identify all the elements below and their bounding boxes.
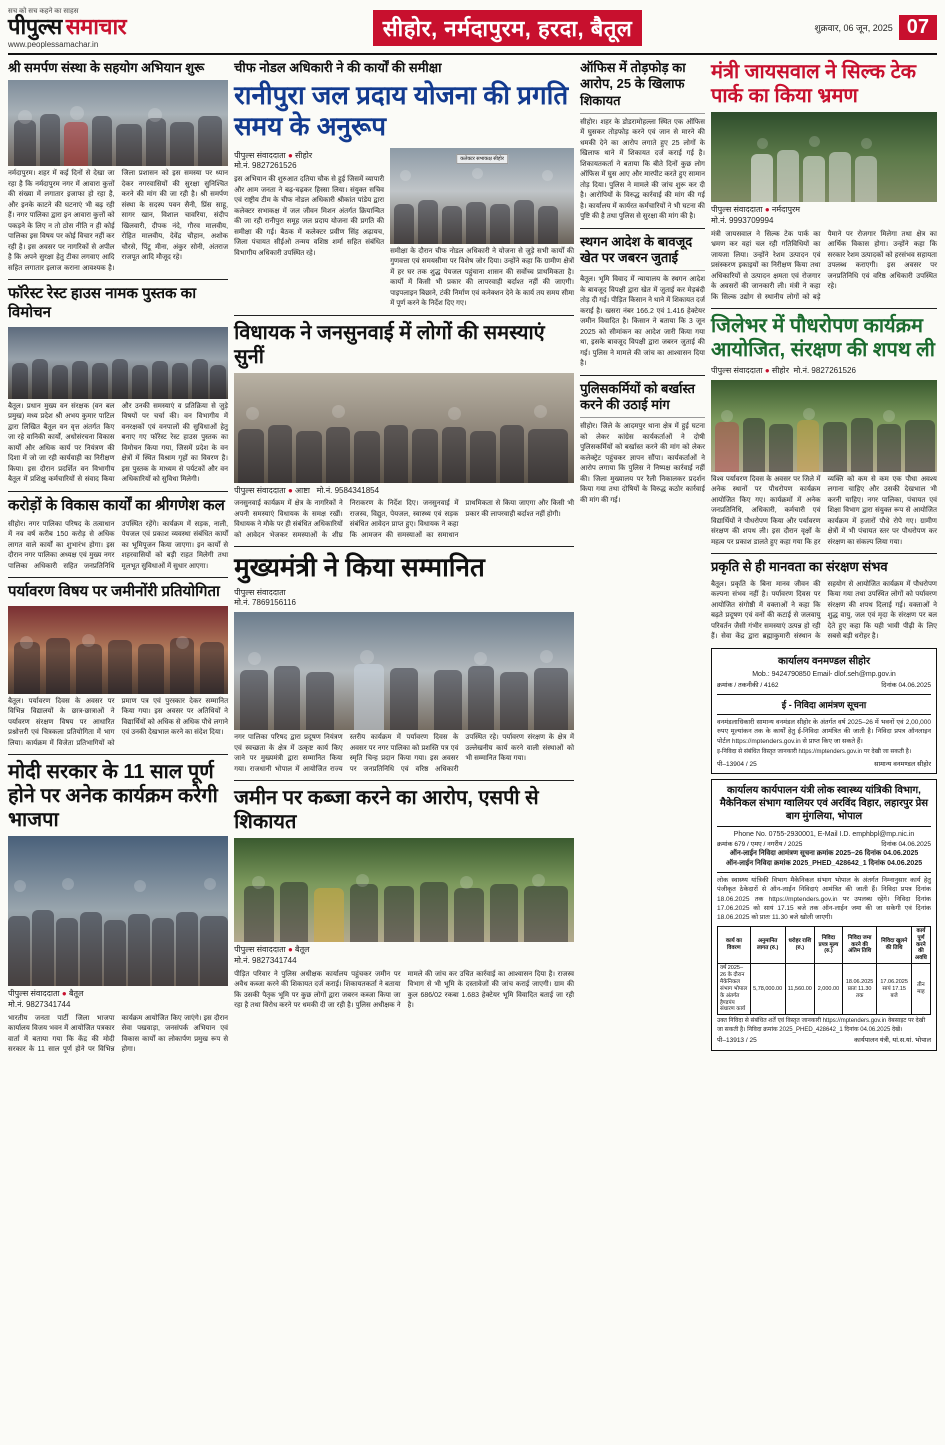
article-sthagan-aadesh [580, 234, 705, 370]
article-body: सीहोर। शहर के डोडरामोहल्ला स्थित एक ऑफिस में घुसकर तोड़फोड़ करने एवं जान से मारने की धमकी देने का आरोप लगाते हुए 25 लोगों के खिलाफ थाने में शिकायत दर्ज कराई गई है। शिकायतकर्ता ने बताया कि बीते दिनों कुछ लोग ऑफिस में घुस आए और मारपीट करते हुए सामान तोड़ दिया। पुलिस ने मामले की जांच शुरू कर दी है। आरोपियों के विरुद्ध कार्रवाई की मांग की गई है। कार्यालय में कार्यरत कर्मचारियों ने भी घटना की पुष्टि की है तथा पुलिस से सुरक्षा की मांग की है। [580, 118, 705, 221]
byline-mobile: मो.नं. 9827261526 [234, 161, 297, 171]
td-0-1: 5,78,000.00 [750, 964, 785, 1015]
ad-title-line2: मैकेनिकल संभाग ग्वालियर एवं अरविंद विहार, लहारपुर प्रेस बाग मुंगलिया, भोपाल [719, 797, 929, 822]
byline-name: पीपुल्स संवाददाता [710, 205, 763, 214]
page-grid [8, 60, 937, 1056]
byline-name: पीपुल्स संवाददाता [234, 945, 286, 955]
article-photo [8, 606, 228, 694]
article-headline: मोदी सरकार के 11 साल पूर्ण होने पर अनेक कार्यक्रम करेगी भाजपा [8, 761, 218, 832]
article-modi-11-saal [8, 760, 228, 1056]
article-photo [234, 838, 574, 942]
article-samarpan [8, 60, 228, 274]
article-kicker: चीफ नोडल अधिकारी ने की कार्यों की समीक्षा [234, 60, 442, 75]
td-0-2: 11,560.00 [785, 964, 815, 1015]
ad-footer-left: पी–13904 / 25 [716, 760, 757, 768]
article-body: बैतूल। पर्यावरण दिवस के अवसर पर विभिन्न विद्यालयों के छात्र-छात्राओं ने पर्यावरण संरक्षण विषय पर आधारित प्रश्नोत्तरी एवं चित्रकला प्रतियोगिता में भाग लिया। कार्यक्रम में विजेता प्रतिभागियों को प्रमाण पत्र एवं पुरस्कार देकर सम्मानित किया गया। इस अवसर पर अतिथियों ने विद्यार्थियों को अधिक से अधिक पौधे लगाने एवं उनकी देखभाल करने का संदेश दिया। [8, 697, 229, 747]
th-3: निविदा प्रपत्र मूल्य (रु.) [815, 926, 843, 963]
tender-ad-vanmandal [711, 648, 937, 774]
article-photo [390, 148, 574, 244]
article-body: जनसुनवाई कार्यक्रम में क्षेत्र के नागरिकों ने अपनी समस्याएं विधायक के समक्ष रखीं। विधायक ने मौके पर ही संबंधित अधिकारियों को आवेदन भेजकर समस्याओं के शीघ्र निराकरण के निर्देश दिए। जनसुनवाई में राजस्व, विद्युत, पेयजल, स्वास्थ्य एवं सड़क संबंधित आवेदन प्राप्त हुए। विधायक ने कहा कि आमजन की समस्याओं का समाधान प्राथमिकता से किया जाएगा और किसी भी प्रकार की लापरवाही बर्दाश्त नहीं होगी। [234, 500, 575, 539]
edition-band: सीहोर, नर्मदापुरम, हरदा, बैतूल [373, 10, 643, 46]
article-body: नगर पालिका परिषद द्वारा प्रदूषण नियंत्रण एवं स्वच्छता के क्षेत्र में उत्कृष्ट कार्य किए जाने पर मुख्यमंत्री द्वारा सम्मानित किया गया। राजधानी भोपाल में आयोजित राज्य स्तरीय कार्यक्रम में पर्यावरण दिवस के अवसर पर नगर पालिका को प्रशस्ति पत्र एवं स्मृति चिन्ह प्रदान किया गया। इस अवसर पर जनप्रतिनिधि एवं वरिष्ठ अधिकारी उपस्थित रहे। पर्यावरण संरक्षण के क्षेत्र में उल्लेखनीय कार्य करने वाली संस्थाओं को भी सम्मानित किया गया। [234, 734, 575, 773]
byline-name: पीपुल्स संवाददाता [234, 485, 286, 495]
ad-title-line1: कार्यालय कार्यपालन यंत्री लोक स्वास्थ्य यांत्रिकी विभाग, [727, 784, 921, 796]
th-2: धरोहर राशि (रु.) [785, 926, 815, 963]
masthead-tagline: सच को सच कहने का साहस [8, 8, 79, 15]
article-photo [711, 112, 937, 202]
masthead-brand [8, 6, 248, 49]
ad-line2: ऑन-लाईन निविदा क्रमांक 2025_PHED_428642_1 दिनांक 04.06.2025 [725, 859, 923, 867]
article-body: पीड़ित परिवार ने पुलिस अधीक्षक कार्यालय पहुंचकर जमीन पर अवैध कब्जा करने की शिकायत दर्ज कराई। शिकायतकर्ता ने बताया कि उसकी पैतृक भूमि पर कुछ लोगों द्वारा जबरन कब्जा किया जा रहा है तथा विरोध करने पर धमकी दी जा रही है। पुलिस अधीक्षक ने मामले की जांच कर उचित कार्रवाई का आश्वासन दिया है। राजस्व विभाग से भी भूमि के दस्तावेजों की जांच कराई जाएगी। ग्राम की कुल 686/02 रकबा 1.683 हेक्टेयर भूमि विवादित बताई जा रही है। [234, 970, 575, 1010]
byline-place: बैतूल [68, 989, 84, 999]
article-cm-sammanit [234, 552, 574, 775]
byline-place: आष्टा [295, 485, 310, 495]
byline: पीपुल्स संवाददाता ● बैतूल मो.नं. 9827341744 [8, 989, 84, 1010]
masthead-meta [767, 15, 937, 40]
byline-name: पीपुल्स संवाददाता [234, 150, 286, 160]
article-headline: जमीन पर कब्जा करने का आरोप, एसपी से शिकायत [234, 787, 539, 834]
article-body: भारतीय जनता पार्टी जिला भाजपा कार्यालय विजय भवन में आयोजित पत्रकार वार्ता में बताया गया कि केंद्र की मोदी सरकार के 11 साल पूर्ण होने पर विभिन्न कार्यक्रम आयोजित किए जाएंगे। इस दौरान सेवा पखवाड़ा, जनसंपर्क अभियान एवं विकास कार्यों का लोकार्पण प्रमुख रूप से होगा। [8, 1014, 229, 1054]
ad-contact[interactable]: Mob.: 9424790850 Email- dlof.seh@mp.gov.in [752, 670, 896, 678]
article-body: विश्व पर्यावरण दिवस के अवसर पर जिले में अनेक स्थानों पर पौधरोपण कार्यक्रम आयोजित किए गए। कार्यक्रमों में अनेक जनप्रतिनिधि, अधिकारी, कर्मचारी एवं विद्यार्थियों ने पौधरोपण किया और पर्यावरण संरक्षण की शपथ ली। इस दौरान वृक्षों के महत्व पर प्रकाश डालते हुए कहा गया कि हर व्यक्ति को कम से कम एक पौधा अवश्य लगाना चाहिए और उसकी देखभाल भी करनी चाहिए। नगर पालिका, पंचायत एवं शिक्षा विभाग द्वारा संयुक्त रूप से आयोजित कार्यक्रम में हजारों पौधे रोपे गए। ग्रामीण क्षेत्रों में भी पंचायत स्तर पर पौधरोपण कर संरक्षण का संकल्प लिया गया। [710, 475, 937, 546]
ad-letter-no: क्रमांक / तकनीकी / 4162 [716, 682, 779, 690]
article-photo [234, 612, 574, 730]
td-0-6: तीन माह [911, 964, 930, 1015]
table-row [717, 964, 930, 1015]
byline-mobile: मो.नं. 7869156116 [234, 598, 296, 608]
ad-date: दिनांक 04.06.2025 [881, 682, 931, 690]
article-body: मंत्री जायसवाल ने सिल्क टेक पार्क का भ्रमण कर वहां चल रही गतिविधियों का जायजा लिया। उन्होंने रेशम उत्पादन एवं प्रसंस्करण इकाइयों का निरीक्षण किया तथा अधिकारियों से उत्पादन क्षमता एवं रोजगार के अवसरों की जानकारी ली। मंत्री ने कहा कि सिल्क उद्योग से स्थानीय लोगों को बड़े पैमाने पर रोजगार मिलेगा तथा क्षेत्र का आर्थिक विकास होगा। उन्होंने कहा कि सरकार रेशम उत्पादकों को हरसंभव सहायता उपलब्ध कराएगी। इस अवसर पर जनप्रतिनिधि एवं वरिष्ठ अधिकारी उपस्थित रहे। [710, 230, 937, 301]
article-photo [711, 380, 937, 472]
ad-date: दिनांक 04.06.2025 [881, 840, 931, 848]
logo-accent: समाचार [65, 14, 127, 39]
article-prakriti-manavta [711, 559, 937, 642]
ad-office-title: कार्यालय वनमण्डल सीहोर [777, 655, 871, 667]
byline-place: बैतूल [295, 945, 310, 955]
article-body: सीहोर। जिले के आदमपुर थाना क्षेत्र में हुई घटना को लेकर कांग्रेस कार्यकर्ताओं ने दोषी पुलिसकर्मियों को बर्खास्त करने की मांग को लेकर कलेक्ट्रेट पहुंचकर ज्ञापन सौंपा। कार्यकर्ताओं ने आरोप लगाया कि पुलिस ने निष्पक्ष कार्रवाई नहीं की। जिला मुख्यालय पर रैली निकालकर प्रदर्शन किया गया तथा दोषियों के विरुद्ध कठोर कार्रवाई की मांग की गई। [580, 423, 705, 504]
td-0-4: 18.06.2025 प्रातः 11.30 तक [842, 964, 877, 1015]
article-headline: करोड़ों के विकास कार्यों का श्रीगणेश कल [8, 496, 225, 514]
article-forest-rest-house [8, 285, 228, 486]
article-ranipura-jal-pradaya [234, 60, 574, 310]
article-body: बैतूल। भूमि विवाद में न्यायालय के स्थगन आदेश के बावजूद विपक्षी द्वारा खेत में जुताई कर मेड़बंदी तोड़ दी गई। पीड़ित किसान ने थाने में शिकायत दर्ज कराई है। खसरा नंबर 166.2 एवं 1.416 हेक्टेयर जमीन विवादित है। किसान ने बताया कि 3 जून 2025 को सीमांकन का आदेश जारी किया गया था, इसके बावजूद विपक्षी द्वारा जबरन जुताई की गई। पुलिस ने मामले की जांच का आश्वासन दिया है। [580, 276, 705, 368]
article-headline: मंत्री जायसवाल ने सिल्क टेक पार्क का किया भ्रमण [710, 61, 917, 107]
article-photo [8, 836, 228, 986]
ad-note: इ-निविदा से संबंधित विस्तृत जानकारी https://mptenders.gov.in पर देखी जा सकती है। [716, 749, 912, 756]
article-body-right: समीक्षा के दौरान चीफ नोडल अधिकारी ने योजना से जुड़े सभी कार्यों की गुणवत्ता एवं समयसीमा पर विशेष जोर दिया। उन्होंने कहा कि ग्रामीण क्षेत्रों में हर घर तक शुद्ध पेयजल पहुंचाना शासन की सर्वोच्च प्राथमिकता है। कार्यों में किसी भी प्रकार की लापरवाही बर्दाश्त नहीं की जाएगी। पाइपलाइन बिछाने, टंकी निर्माण एवं कनेक्शन देने के कार्य तय समय सीमा में पूर्ण करने के निर्देश दिए गए। [390, 247, 575, 308]
ad-phone[interactable]: Phone No. 0755-2930001, E-Mail I.D. emphbpl@mp.nic.in [733, 830, 915, 838]
article-headline: पुलिसकर्मियों को बर्खास्त करने की उठाई मांग [580, 380, 695, 412]
byline-name: पीपुल्स संवाददाता [710, 366, 763, 376]
article-photo [234, 373, 574, 483]
masthead-website[interactable]: www.peoplessamachar.in [8, 40, 99, 49]
byline: पीपुल्स संवाददाता ● बैतूल मो.नं. 9827341744 [234, 945, 310, 965]
article-headline: प्रकृति से ही मानवता का संरक्षण संभव [710, 559, 888, 575]
ad-body: वनमंडलाधिकारी सामान्य वनमंडल सीहोर के अंतर्गत वर्ष 2025–26 में भवनों एवं 2,00,000 रुपए मूल्यांकन तक के कार्यों हेतु ई-निविदा आमंत्रित की जाती है। निविदा प्रपत्र ऑनलाइन पोर्टल https://mptenders.gov.in से प्राप्त किए जा सकते हैं। [716, 718, 931, 745]
article-headline: रानीपुरा जल प्रदाय योजना की प्रगति समय के अनुरूप [234, 80, 569, 142]
th-5: निविदा खुलने की तिथि [877, 926, 911, 963]
table-header-row [717, 926, 930, 963]
article-office-todfod [580, 60, 705, 223]
article-body: बैतूल। प्रधान मुख्य वन संरक्षक (वन बल प्रमुख) मध्य प्रदेश श्री अभय कुमार पाटिल द्वारा लिखित बैतूल वन वृत्त अंतर्गत किए जा रहे वानिकी कार्यों, अधोसंरचना विकास कार्यों और अधिक कार्य पर नियंत्रण की दिशा में जो जा रही कार्यवाही का निरीक्षण किया। इस दौरान प्रदर्शित वन विभागीय बैतूल में प्रशिक्षु कर्मचारियों से संवाद किया और उनकी समस्याएं व प्रतिक्रिया से जुड़े विषयों पर चर्चा की। वन विभागीय में वनरक्षकों एवं वनपालों की सुविधाओं हेतु बनाए गए फॉरेस्ट रेस्ट हाउस पुस्तक का विमोचन किया गया, जिसमें प्रदेश के वन क्षेत्रों में स्थित विश्राम गृहों का विवरण है। इस पुस्तक के माध्यम से पर्यटकों और वन अधिकारियों को सुविधा मिलेगी। [8, 402, 229, 484]
article-body: नर्मदापुरम। शहर में कई दिनों से देखा जा रहा है कि नर्मदापुरम नगर में आवारा कुत्तों की संख्या में लगातार इजाफा हो रहा है, और इनके काटने की घटनाएं भी बढ़ रही हैं। नगर पालिका द्वारा इन आवारा कुत्तों को पकड़ने के लिए न तो ठोस नीति न ही कोई पालिका इस विषय पर कोई विचार नहीं कर रही है। इस अवसर पर नागरिकों से अपील है कि अपने सुरक्षा हेतु टीका लगवाए आदि सहित लगातार इलाज कराना आवश्यक है। जिला प्रशासन को इस समस्या पर ध्यान देकर नगरवासियों की सुरक्षा सुनिश्चित करने की मांग की जा रही है। श्री समर्पण संस्था के सदस्य पवन सैनी, प्रिंस साहू, सागर खान, विशाल चावरिया, संदीप खिलवारी, दीपक नंदे, गौरव मालवीय, रोहित मालवीय, देवेंद्र चौहान, अशोक चौरसे, पिंटू मीना, अंकुर सोनी, अंतराज राजपूत आदि मौजूद रहे। [8, 170, 229, 272]
byline: पीपुल्स संवाददाता ● सीहोर मो.नं. 9827261526 [234, 150, 313, 171]
masthead [8, 6, 937, 55]
byline: पीपुल्स संवाददाता ● आष्टा मो.नं. 9584341854 [234, 485, 380, 495]
tender-table [717, 926, 931, 1016]
tender-ad-phed [711, 779, 937, 1051]
td-0-3: 2,000.00 [815, 964, 843, 1015]
article-headline: पर्यावरण विषय पर जमीनोंरी प्रतियोगिता [8, 583, 220, 600]
masthead-edition [248, 10, 767, 46]
byline-mobile: मो.नं. 9827341744 [8, 1000, 71, 1010]
logo-main: पीपुल्स [8, 14, 62, 39]
article-headline: जिलेभर में पौधरोपण कार्यक्रम आयोजित, संरक्षण की शपथ ली [710, 315, 935, 362]
article-headline: स्थगन आदेश के बावजूद खेत पर जबरन जुताई [580, 233, 693, 265]
byline: पीपुल्स संवाददाता ● सीहोर मो.नं. 9827261526 [710, 366, 856, 376]
byline-mobile: मो.नं. 9827341744 [234, 956, 297, 965]
td-0-0: वर्ष 2025–26 के दौरान मैकेनिकल संभाग भोपाल के अंतर्गत हैण्डपंप संधारण कार्य [717, 964, 750, 1015]
th-4: निविदा जमा करने की अंतिम तिथि [842, 926, 877, 963]
article-photo [8, 80, 228, 166]
ad-letter-no: क्रमांक 679 / एमए / नगरीय / 2025 [716, 840, 803, 848]
article-headline: विधायक ने जनसुनवाई में लोगों की समस्याएं सुनीं [234, 321, 545, 368]
article-headline: मुख्यमंत्री ने किया सम्मानित [234, 552, 485, 583]
article-kicker: ऑफिस में तोड़फोड़ का आरोप, 25 के खिलाफ शिकायत [580, 60, 686, 108]
ad-footer-right: सामान्य वनमण्डल सीहोर [874, 760, 931, 768]
th-1: अनुमानित लागत (रु.) [750, 926, 785, 963]
byline-place: सीहोर [771, 366, 789, 376]
photo-caption-overlay: कलेक्टर सभाकक्ष सीहोर [456, 154, 508, 164]
ad-title: ई - निविदा आमंत्रण सूचना [781, 699, 867, 710]
column-1 [8, 60, 228, 1056]
td-0-5: 17.06.2025 सायं 17.15 बजे [877, 964, 911, 1015]
byline-mobile: मो.नं. 9584341854 [316, 485, 380, 495]
article-vidhayak-jansunwai [234, 321, 574, 542]
publication-date: शुक्रवार, 06 जून, 2025 [814, 23, 893, 33]
th-6: कार्य पूर्ण करने की अवधि [911, 926, 930, 963]
ad-note: उक्त निविदा से संबंधित शर्तें एवं विस्तृत जानकारी https://mptenders.gov.in वेबसाइट पर देखी जा सकती है। निविदा क्रमांक 2025_PHED_428642_1 दिनांक 04.06.2025 देखें। [716, 1018, 926, 1033]
page-number: 07 [899, 15, 937, 40]
th-0: कार्य का विवरण [717, 926, 750, 963]
article-kicker: श्री समर्पण संस्था के सहयोग अभियान शुरू [8, 60, 205, 75]
article-vikas-karya [8, 497, 228, 572]
byline-place: सीहोर [295, 150, 313, 160]
byline: पीपुल्स संवाददाता ● नर्मदापुरम मो.नं. 9993709994 [710, 205, 801, 225]
byline-mobile: मो.नं. 9827261526 [793, 366, 856, 376]
article-photo [8, 327, 228, 399]
article-jameen-kabza [234, 786, 574, 1012]
article-headline: फॉरेस्ट रेस्ट हाउस नामक पुस्तक का विमोचन [8, 285, 197, 321]
ad-body: लोक स्वास्थ्य यांत्रिकी विभाग मैकेनिकल संभाग भोपाल के अंतर्गत निम्नानुसार कार्य हेतु पंजीकृत ठेकेदारों से ऑन-लाईन निविदाएं आमंत्रित की जाती हैं। निविदा प्रपत्र दिनांक 18.06.2025 तक https://mptenders.gov.in पर उपलब्ध रहेंगे। निविदा दिनांक 17.06.2025 को सायं 17.15 बजे तक ऑन-लाईन जमा की जा सकेगी एवं दिनांक 18.06.2025 को प्रातः 11.30 बजे खोली जाएगी। [716, 876, 931, 922]
masthead-logo [8, 16, 248, 38]
article-body-left: इस अभियान की शुरुआत दतिया चौक से हुई जिसमें व्यापारी और आम जनता ने बढ़-चढ़कर हिस्सा लिया। संयुक्त सचिव एवं राष्ट्रीय टीम के चीफ नोडल अधिकारी श्रीकांत पांडेय द्वारा कलेक्टर सभाकक्ष में जल जीवन मिशन अंतर्गत क्रियान्वित की जा रही रानीपुरा समूह जल प्रदाय योजना की प्रगति की समीक्षा की गई। बैठक में कलेक्टर प्रवीण सिंह अढ़ायच, जिला पंचायत सीईओ तन्मय वशिष्ठ शर्मा सहित संबंधित विभागीय अधिकारी उपस्थित रहे। [234, 176, 385, 257]
article-police-barkhast [580, 381, 705, 507]
byline [234, 588, 574, 610]
ad-footer-left: पी–13913 / 25 [716, 1037, 757, 1045]
article-paryavaran-pratiyogita [8, 583, 228, 749]
byline-name: पीपुल्स संवाददाता [8, 989, 60, 999]
ad-line1: ऑन-लाईन निविदा आमंत्रण सूचना क्रमांक 2025–26 दिनांक 04.06.2025 [729, 850, 919, 858]
ad-footer-right: कार्यपालन यंत्री, यां.स.यां. भोपाल [854, 1037, 931, 1045]
article-paudharopan [711, 314, 937, 548]
column-4 [711, 60, 937, 1056]
article-body: बैतूल। प्रकृति के बिना मानव जीवन की कल्पना संभव नहीं है। पर्यावरण दिवस पर आयोजित संगोष्ठी में वक्ताओं ने कहा कि बढ़ते प्रदूषण एवं वनों की कटाई से जलवायु परिवर्तन जैसी गंभीर समस्याएं उत्पन्न हो रही हैं। सेवा केंद्र द्वारा ब्रह्माकुमारी संस्थान के सहयोग से आयोजित कार्यक्रम में पौधरोपण किया गया तथा उपस्थित लोगों को पर्यावरण संरक्षण की शपथ दिलाई गई। वक्ताओं ने शुद्ध वायु, जल एवं मृदा के संरक्षण पर बल देते हुए कहा कि यही भावी पीढ़ी के लिए सबसे बड़ी धरोहर है। [710, 580, 937, 641]
column-3 [580, 60, 705, 1056]
byline-place: नर्मदापुरम [771, 205, 801, 214]
article-body: सीहोर। नगर पालिका परिषद के तत्वाधान में नव वर्ष करीब 150 करोड़ से अधिक लागत वाले कार्यों का शुभारंभ होगा। इस दौरान नगर पालिका अध्यक्ष एवं मुख्य नगर पालिका अधिकारी सहित जनप्रतिनिधि उपस्थित रहेंगे। कार्यक्रम में सड़क, नाली, पेयजल एवं प्रकाश व्यवस्था संबंधित कार्यों का भूमिपूजन किया जाएगा। इन कार्यों से शहरवासियों को बड़ी राहत मिलेगी तथा मूलभूत सुविधाओं में सुधार आएगा। [8, 520, 229, 570]
column-2 [234, 60, 574, 1056]
byline-mobile: मो.नं. 9993709994 [710, 215, 774, 225]
article-silk-tech-park [711, 60, 937, 303]
byline-name: पीपुल्स संवाददाता [234, 587, 286, 597]
